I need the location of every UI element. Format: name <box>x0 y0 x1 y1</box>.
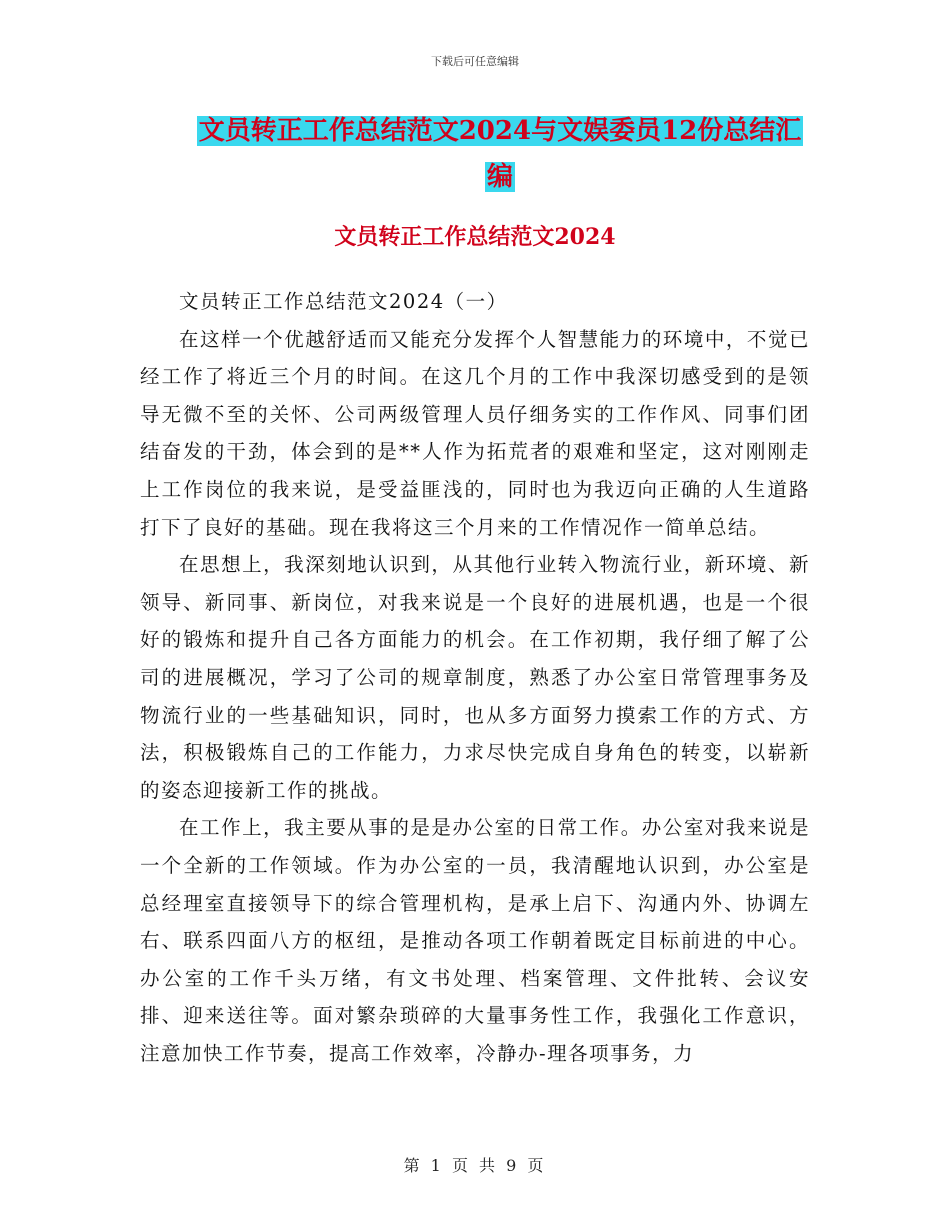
header-note: 下载后可任意编辑 <box>431 55 519 68</box>
paragraph: 在思想上，我深刻地认识到，从其他行业转入物流行业，新环境、新领导、新同事、新岗位，对我来说是一个良好的进展机遇，也是一个很好的锻炼和提升自己各方面能力的机会。在工作初期，我仔细了解了公司的进展概况，学习了公司的规章制度，熟悉了办公室日常管理事务及物流行业的一些基础知识，同时，也从多方面努力摸索工作的方式、方法，积极锻炼自己的工作能力，力求尽快完成自身角色的转变，以崭新的姿态迎接新工作的挑战。 <box>140 553 810 802</box>
page-footer: 第 1 页 共 9 页 <box>403 1156 547 1175</box>
paragraph: 在这样一个优越舒适而又能充分发挥个人智慧能力的环境中，不觉已经工作了将近三个月的时间。在这几个月的工作中我深切感受到的是领导无微不至的关怀、公司两级管理人员仔细务实的工作作风、同事们团结奋发的干劲，体会到的是**人作为拓荒者的艰难和坚定，这对刚刚走上工作岗位的我来说，是受益匪浅的，同时也为我迈向正确的人生道路打下了良好的基础。现在我将这三个月来的工作情况作一简单总结。 <box>140 327 810 539</box>
document-title-line-2: 编 <box>486 162 513 192</box>
paragraph: 在工作上，我主要从事的是是办公室的日常工作。办公室对我来说是一个全新的工作领域。作为办公室的一员，我清醒地认识到，办公室是总经理室直接领导下的综合管理机构，是承上启下、沟通内外、协调左右、联系四面八方的枢纽，是推动各项工作朝着既定目标前进的中心。办公室的工作千头万绪，有文书处理、档案管理、文件批转、会议安排、迎来送往等。面对繁杂琐碎的大量事务性工作，我强化工作意识，注意加快工作节奏，提高工作效率，冷静办-理各项事务，力 <box>140 816 810 1065</box>
section-title: 文员转正工作总结范文2024 <box>334 224 616 250</box>
document-title-line-1: 文员转正工作总结范文2024与文娱委员12份总结汇 <box>198 116 802 146</box>
document-title <box>195 108 805 200</box>
document-body <box>140 283 810 1072</box>
paragraph: 文员转正工作总结范文2024（一） <box>179 290 508 313</box>
